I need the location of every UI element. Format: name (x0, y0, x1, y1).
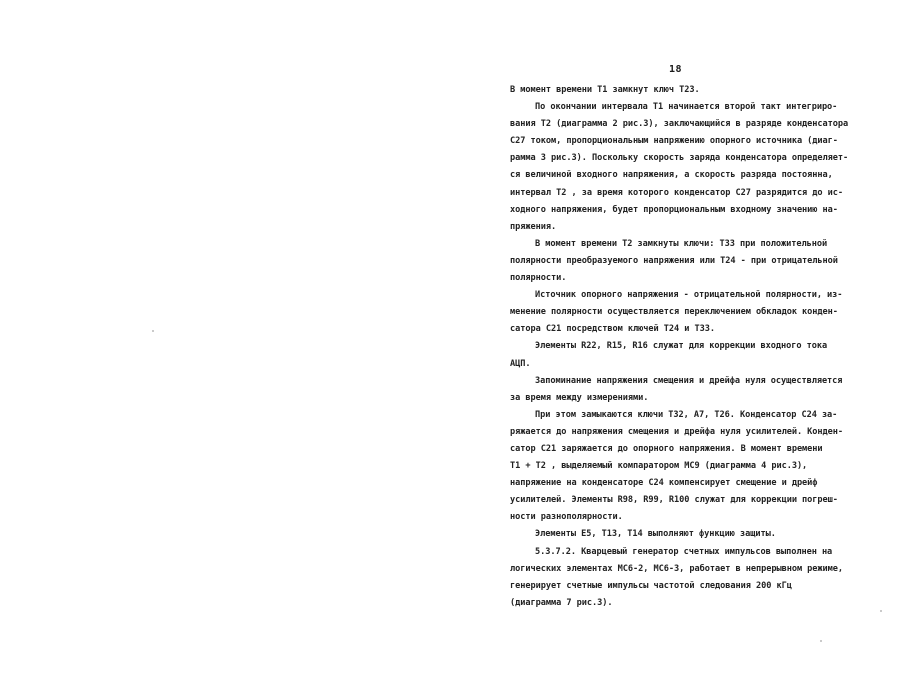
text-line: интервал Т2 , за время которого конденсатор С27 разрядится до ис- (510, 187, 844, 198)
body-text (510, 82, 855, 612)
text-line: усилителей. Элементы R98, R99, R100 служат для коррекции погреш- (510, 495, 838, 506)
text-line: рамма 3 рис.3). Поскольку скорость заряда конденсатора определяет- (510, 153, 849, 164)
text-line: сатора С21 посредством ключей Т24 и Т33. (510, 324, 715, 335)
text-line: В момент времени Т2 замкнуты ключи: Т33 при положительной (535, 238, 828, 249)
text-line: вания Т2 (диаграмма 2 рис.3), заключающийся в разряде конденсатора (510, 119, 849, 130)
scan-speck (880, 610, 882, 612)
text-line: Запоминание напряжения смещения и дрейфа нуля осуществляется (535, 375, 843, 386)
text-line: ся величиной входного напряжения, а скорость разряда постоянна, (510, 170, 833, 181)
scan-speck (820, 640, 822, 642)
text-line: 5.3.7.2. Кварцевый генератор счетных импульсов выполнен на (535, 546, 833, 557)
text-line: Элементы Е5, Т13, Т14 выполняют функцию защиты. (535, 529, 776, 540)
text-line: полярности. (510, 273, 567, 284)
text-line: Элементы R22, R15, R16 служат для коррекции входного тока (535, 341, 828, 352)
text-line: Т1 + Т2 , выделяемый компаратором МС9 (диаграмма 4 рис.3), (510, 461, 808, 472)
text-line: По окончании интервала Т1 начинается второй такт интегриро- (535, 102, 838, 113)
text-line: генерирует счетные импульсы частотой следования 200 кГц (510, 580, 792, 591)
text-line: за время между измерениями. (510, 392, 649, 403)
text-line: При этом замыкаются ключи Т32, А7, Т26. Конденсатор С24 за- (535, 409, 838, 420)
text-line: ряжается до напряжения смещения и дрейфа нуля усилителей. Конден- (510, 426, 844, 437)
text-line: ходного напряжения, будет пропорциональным входному значению на- (510, 204, 838, 215)
text-line: сатор С21 заряжается до опорного напряжения. В момент времени (510, 443, 823, 454)
text-line: ности разнополярности. (510, 512, 623, 523)
text-line: логических элементах МС6-2, МС6-3, работает в непрерывном режиме, (510, 563, 844, 574)
scan-speck (152, 330, 154, 332)
page-number: 18 (669, 64, 683, 75)
text-line: В момент времени Т1 замкнут ключ Т23. (510, 85, 700, 95)
text-line: менение полярности осуществляется переключением обкладок конден- (510, 307, 838, 318)
text-line: АЦП. (510, 358, 531, 369)
text-line: (диаграмма 7 рис.3). (510, 597, 613, 608)
text-line: С27 током, пропорциональным напряжению опорного источника (диаг- (510, 136, 838, 147)
text-line: Источник опорного напряжения - отрицательной полярности, из- (535, 290, 843, 301)
text-line: пряжения. (510, 221, 557, 232)
text-line: напряжение на конденсаторе С24 компенсирует смещение и дрейф (510, 478, 818, 489)
text-line: полярности преобразуемого напряжения или Т24 - при отрицательной (510, 255, 838, 266)
